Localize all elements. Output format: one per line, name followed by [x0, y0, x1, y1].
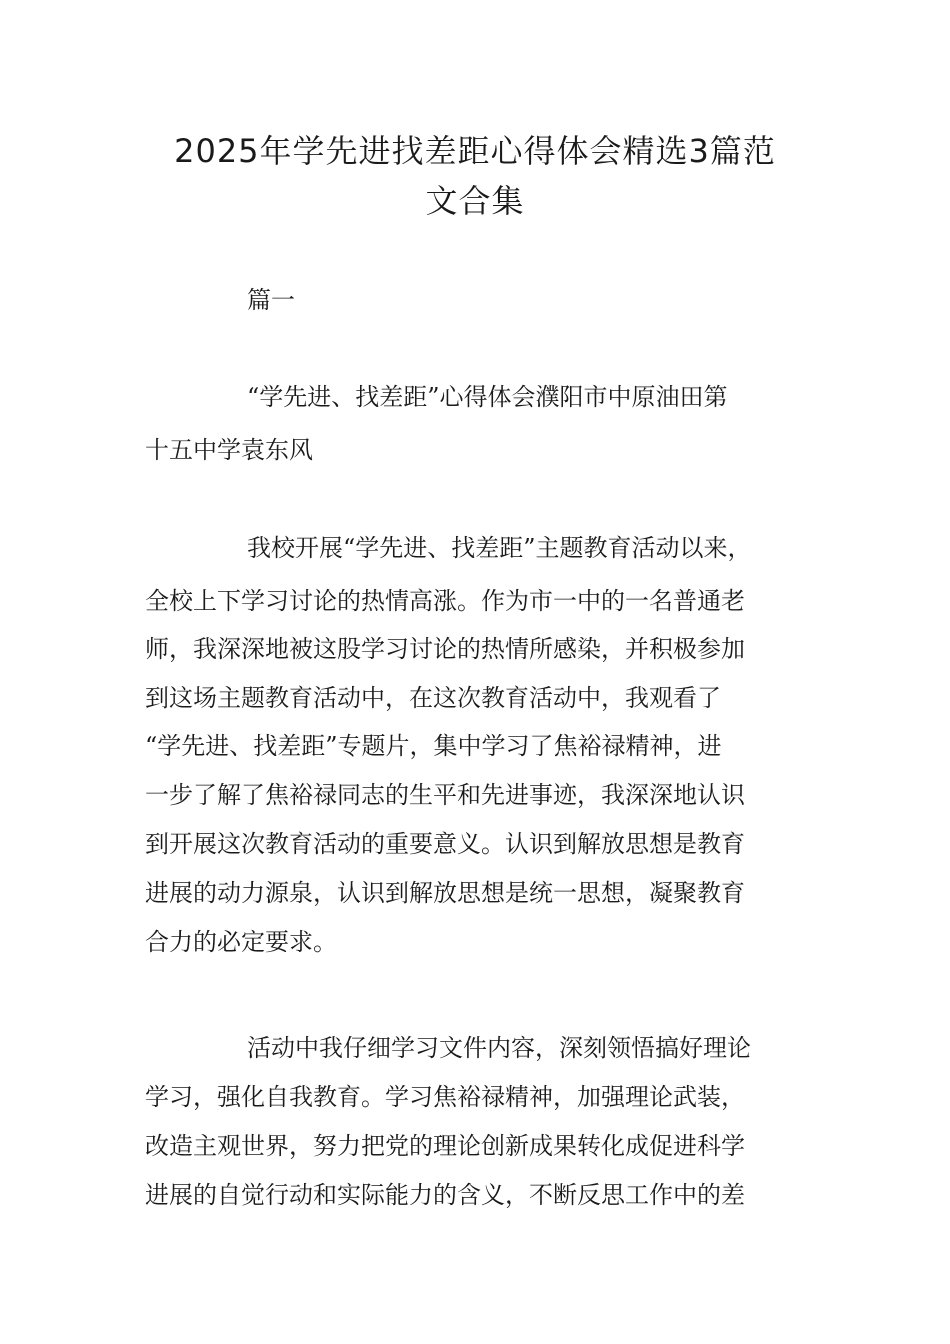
paragraph-line: 到开展这次教育活动的重要意义。认识到解放思想是教育	[145, 830, 745, 858]
document-title-line-2: 文合集	[425, 182, 525, 220]
paragraph-line: 到这场主题教育活动中，在这次教育活动中，我观看了	[145, 684, 721, 712]
paragraph-line: 合力的必定要求。	[145, 928, 337, 956]
byline-line: 十五中学袁东风	[145, 436, 313, 464]
paragraph-line: 学习，强化自我教育。学习焦裕禄精神，加强理论武装，	[145, 1083, 745, 1111]
section-heading: 篇一	[247, 286, 295, 314]
paragraph-line: 进展的自觉行动和实际能力的含义，不断反思工作中的差	[145, 1181, 745, 1209]
paragraph-line: 改造主观世界，努力把党的理论创新成果转化成促进科学	[145, 1132, 745, 1160]
paragraph-line: “学先进、找差距”专题片，集中学习了焦裕禄精神，进	[145, 732, 722, 760]
paragraph-line: 活动中我仔细学习文件内容，深刻领悟搞好理论	[247, 1034, 751, 1062]
paragraph-line: 一步了解了焦裕禄同志的生平和先进事迹，我深深地认识	[145, 781, 745, 809]
paragraph-line: 全校上下学习讨论的热情高涨。作为市一中的一名普通老	[145, 587, 745, 615]
paragraph-line: 我校开展“学先进、找差距”主题教育活动以来，	[247, 534, 752, 562]
document-title-line-1: 2025年学先进找差距心得体会精选3篇范	[174, 132, 776, 170]
byline-line: “学先进、找差距”心得体会濮阳市中原油田第	[247, 383, 728, 411]
paragraph-line: 进展的动力源泉，认识到解放思想是统一思想，凝聚教育	[145, 879, 745, 907]
paragraph-line: 师，我深深地被这股学习讨论的热情所感染，并积极参加	[145, 635, 745, 663]
